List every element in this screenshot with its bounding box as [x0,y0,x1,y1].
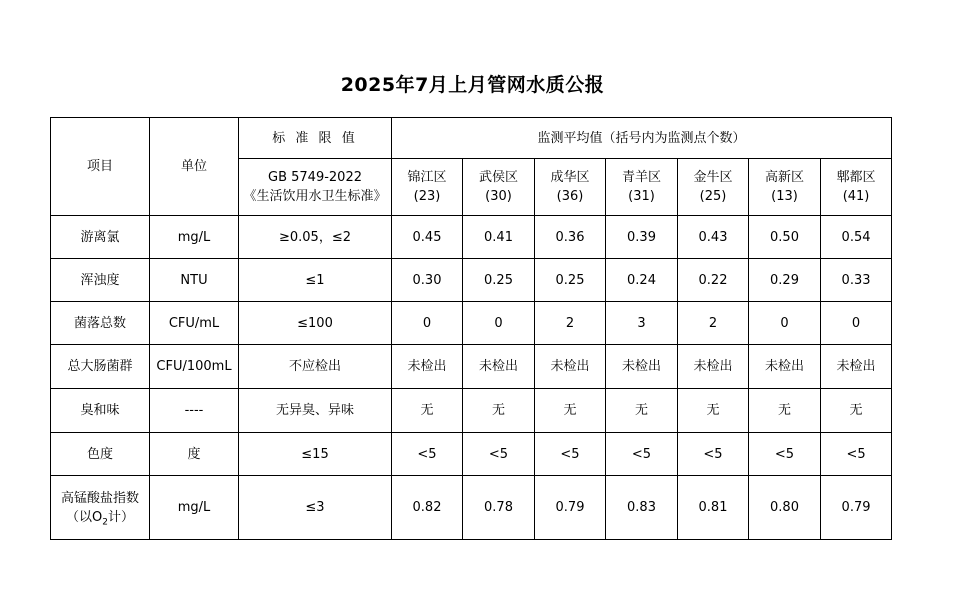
report-title: 2025年7月上月管网水质公报 [340,74,605,96]
row-value: <5 [749,433,821,476]
district-count: (31) [628,189,655,204]
row-item-label: 高锰酸盐指数 [60,490,139,506]
row-unit: 度 [150,433,239,476]
district-header [463,159,535,216]
row-value: 0 [821,302,892,345]
row-value: 未检出 [463,345,535,389]
note-subscript: 2 [102,517,108,528]
row-unit: NTU [150,259,239,302]
row-value: 0.41 [463,216,535,259]
row-item: 色度 [51,433,150,476]
row-limit: ≥0.05，≤2 [239,216,392,259]
district-header [821,159,892,216]
district-header [606,159,678,216]
district-name: 锦江区 [407,170,447,185]
district-name: 高新区 [764,170,804,185]
row-item [51,476,150,540]
row-value: 0.22 [678,259,749,302]
row-unit: mg/L [150,216,239,259]
row-limit: 无异臭、异味 [239,389,392,433]
row-value: 0.45 [392,216,463,259]
district-count: (13) [771,189,798,204]
row-value: 0.24 [606,259,678,302]
row-item: 浑浊度 [51,259,150,302]
row-value: 0.25 [535,259,606,302]
row-limit: ≤15 [239,433,392,476]
row-value: 0.50 [749,216,821,259]
row-limit: ≤3 [239,476,392,540]
district-count: (23) [413,189,441,204]
row-value: 2 [535,302,606,345]
row-value: 0 [392,302,463,345]
row-value: 未检出 [821,345,892,389]
district-header [678,159,749,216]
note-prefix: （以O [66,509,103,525]
row-limit: ≤1 [239,259,392,302]
table-row [51,216,892,259]
row-value: 未检出 [392,345,463,389]
standard-code: GB 5749-2022 [268,170,362,185]
table-row [51,389,892,433]
district-header [392,159,463,216]
district-count: (36) [556,189,584,204]
row-value: 0 [463,302,535,345]
row-item: 游离氯 [51,216,150,259]
district-name: 青羊区 [621,170,661,185]
row-value: 0.83 [606,476,678,540]
row-value: 未检出 [678,345,749,389]
row-value: 无 [821,389,892,433]
row-value: 0.82 [392,476,463,540]
row-value: <5 [678,433,749,476]
row-value: 0.25 [463,259,535,302]
row-value: 未检出 [606,345,678,389]
row-unit: CFU/100mL [150,345,239,389]
district-header [535,159,606,216]
row-value: 0.54 [821,216,892,259]
header-standard-limit: 标 准 限 值 [239,118,392,159]
row-value: <5 [463,433,535,476]
note-suffix: 计） [107,509,134,525]
table-row [51,433,892,476]
row-value: 0.29 [749,259,821,302]
district-count: (30) [485,189,512,204]
district-name: 武侯区 [478,170,518,185]
row-value: 0.79 [821,476,892,540]
district-count: (41) [842,189,870,204]
standard-title: 《生活饮用水卫生标准》 [243,189,387,204]
row-item: 臭和味 [51,389,150,433]
district-name: 郫都区 [836,170,876,185]
row-item-note [53,508,147,527]
header-standard-name [239,159,392,216]
row-value: 无 [606,389,678,433]
row-value: 0.30 [392,259,463,302]
row-limit: ≤100 [239,302,392,345]
row-value: 0.79 [535,476,606,540]
header-item: 项目 [51,118,150,216]
header-unit: 单位 [150,118,239,216]
table-row [51,259,892,302]
row-value: <5 [392,433,463,476]
row-value: 0 [749,302,821,345]
row-value: 0.80 [749,476,821,540]
row-value: 0.81 [678,476,749,540]
row-value: 0.33 [821,259,892,302]
row-value: 未检出 [749,345,821,389]
row-limit: 不应检出 [239,345,392,389]
row-value: <5 [535,433,606,476]
row-unit: ---- [150,389,239,433]
table-row [51,345,892,389]
row-value: 无 [463,389,535,433]
header-row-1 [51,118,892,159]
row-value: 无 [678,389,749,433]
row-unit: mg/L [150,476,239,540]
water-quality-table [50,117,892,540]
row-unit: CFU/mL [150,302,239,345]
header-monitoring-average: 监测平均值（括号内为监测点个数） [392,118,892,159]
row-value: 2 [678,302,749,345]
row-item: 总大肠菌群 [51,345,150,389]
table-row [51,302,892,345]
row-value: 0.39 [606,216,678,259]
row-value: 3 [606,302,678,345]
row-value: 未检出 [535,345,606,389]
row-value: 无 [392,389,463,433]
district-count: (25) [699,189,727,204]
table-row [51,476,892,540]
row-value: <5 [821,433,892,476]
district-name: 金牛区 [693,170,733,185]
row-value: 0.78 [463,476,535,540]
row-value: 0.43 [678,216,749,259]
row-value: 0.36 [535,216,606,259]
row-value: 无 [535,389,606,433]
row-value: <5 [606,433,678,476]
row-value: 无 [749,389,821,433]
district-header [749,159,821,216]
row-item: 菌落总数 [51,302,150,345]
district-name: 成华区 [550,170,590,185]
